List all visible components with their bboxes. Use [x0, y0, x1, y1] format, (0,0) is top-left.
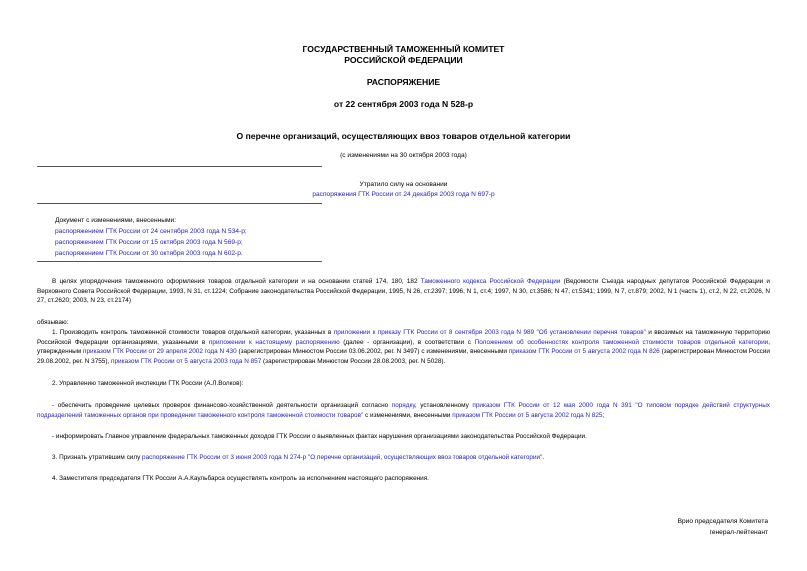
- signature-rank: генерал-лейтенант: [709, 529, 768, 536]
- order-391-link[interactable]: приказом ГТК России от 12 мая 2000 года N 391 "О типовом порядке действий структурных подразделений таможенных органов при проведении таможенного контроля таможенной стоимости товаров": [37, 402, 770, 419]
- order-826-link[interactable]: приказом ГТК России от 5 августа 2002 года N 826: [508, 348, 660, 355]
- signature-title: Врио председателя Комитета: [677, 518, 768, 525]
- appendix-link[interactable]: приложении к настоящему распоряжению: [208, 338, 340, 346]
- tax-code-link[interactable]: Таможенного кодекса Российской Федерации: [420, 278, 561, 285]
- divider: [37, 203, 322, 204]
- org-name-line1: ГОСУДАРСТВЕННЫЙ ТАМОЖЕННЫЙ КОМИТЕТ: [302, 44, 505, 54]
- divider: [37, 166, 322, 167]
- order-274-link[interactable]: распоряжение ГТК России от 3 июня 2003 года N 274-р "О перечне организаций, осуществляющих ввоз товаров отдельной категории": [142, 454, 543, 461]
- divider: [37, 261, 322, 262]
- paragraph-2-item-1: - обеспечить проведение целевых проверок финансово-хозяйственной деятельности организаций согласно порядку, установленному приказом ГТК России от 12 мая 2000 года N 391 "О типовом порядке действий структурных подразделений таможенных органов при проведении таможенного контроля таможенной стоимости товаров" с изменениями, внесенными приказом ГТК России от 5 августа 2002 года N 825;: [37, 402, 770, 419]
- amendment-link-2[interactable]: распоряжением ГТК России от 15 октября 2003 года N 569-р;: [55, 239, 243, 246]
- amendments-block: [55, 215, 247, 259]
- paragraph-3: 3. Признать утратившим силу распоряжение ГТК России от 3 июня 2003 года N 274-р "О перечне организаций, осуществляющих ввоз товаров отдельной категории".: [52, 454, 545, 461]
- paragraph-1: 1. Производить контроль таможенной стоимости товаров отдельной категории, указанных в приложении к приказу ГТК России от 8 сентября 2003 года N 989 "Об установлении перечня товаров" и ввозимых на таможенную территорию Российской Федерации организациями, указанными в приложении к настоящему распоряжению (далее - организации), в соответствии с Положением об особенностях контроля таможенной стоимости товаров отдельной категории, утвержденным приказом ГТК России от 29 апреля 2002 года N 430 (зарегистрирован Минюстом России 03.06.2002, рег. N 3497) с изменениями, внесенными приказом ГТК России от 5 августа 2002 года N 826 (зарегистрирован Минюстом России 29.08.2002, рег. N 3755), приказом ГТК России от 5 августа 2003 года N 857 (зарегистрирован Минюстом России 28.08.2003, рег. N 5028).: [37, 329, 771, 365]
- amendments-intro: Документ с изменениями, внесенными:: [55, 217, 177, 224]
- paragraph-2-item-2: - информировать Главное управление федеральных таможенных доходов ГТК России о выявленных фактах нарушения организациями законодательства Российской Федерации.: [52, 433, 587, 440]
- order-857-link[interactable]: приказом ГТК России от 5 августа 2003 года N 857: [111, 357, 262, 365]
- order-989-link[interactable]: приложении к приказу ГТК России от 8 сентября 2003 года N 989 "Об установлении перечня товаров": [333, 329, 646, 336]
- paragraph-preamble: В целях упорядочения таможенного оформления товаров отдельной категории и на основании статей 174, 180, 182 Таможенного кодекса Российской Федерации (Ведомости Съезда народных депутатов Российской Федерации и Верховного Совета Российской Федерации, 1993, N 31, ст.1224; Собрание законодательства Российской Федерации, 1995, N 26, ст.2397; 1996, N 1, ст.4; 1997, N 30, ст.3586; N 47, ст.5341; 1999, N 7, ст.879; 2002, N 1 (часть 1), ст.2, N 22, ст.2026, N 27, ст.2620; 2003, N 23, ст.2174): [37, 278, 770, 304]
- invalid-notice-text: Утратило силу на основании: [359, 181, 448, 188]
- procedure-link[interactable]: порядку: [391, 402, 415, 409]
- paragraph-2: 2. Управлению таможенной инспекции ГТК России (А.Л.Волков):: [52, 380, 244, 387]
- org-name-line2: РОССИЙСКОЙ ФЕДЕРАЦИИ: [344, 55, 463, 65]
- amendment-link-1[interactable]: распоряжением ГТК России от 24 сентября 2003 года N 534-р;: [55, 228, 247, 235]
- regulation-link[interactable]: Положением об особенностях контроля таможенной стоимости товаров отдельной категории: [474, 338, 769, 346]
- obliges-label: обязываю:: [37, 319, 69, 326]
- invalid-notice-link-text[interactable]: распоряжения ГТК России от 24 декабря 2003 года N 697-р: [312, 191, 495, 198]
- doc-title: О перечне организаций, осуществляющих ввоз товаров отдельной категории: [236, 131, 571, 141]
- doc-date: от 22 сентября 2003 года N 528-р: [333, 99, 474, 109]
- amendment-link-3[interactable]: распоряжением ГТК России от 30 октября 2003 года N 602-р.: [55, 250, 243, 257]
- paragraph-4: 4. Заместителя председателя ГТК России А.А.Каульбарса осуществлять контроль за исполнением настоящего распоряжения.: [52, 475, 429, 482]
- order-825-link[interactable]: приказом ГТК России от 5 августа 2002 года N 825: [452, 411, 603, 419]
- revision-note: (с изменениями на 30 октября 2003 года): [340, 152, 467, 159]
- order-430-link[interactable]: приказом ГТК России от 29 апреля 2002 года N 430: [83, 348, 237, 355]
- doc-type: РАСПОРЯЖЕНИЕ: [366, 77, 441, 87]
- invalid-notice-link[interactable]: [0, 190, 807, 199]
